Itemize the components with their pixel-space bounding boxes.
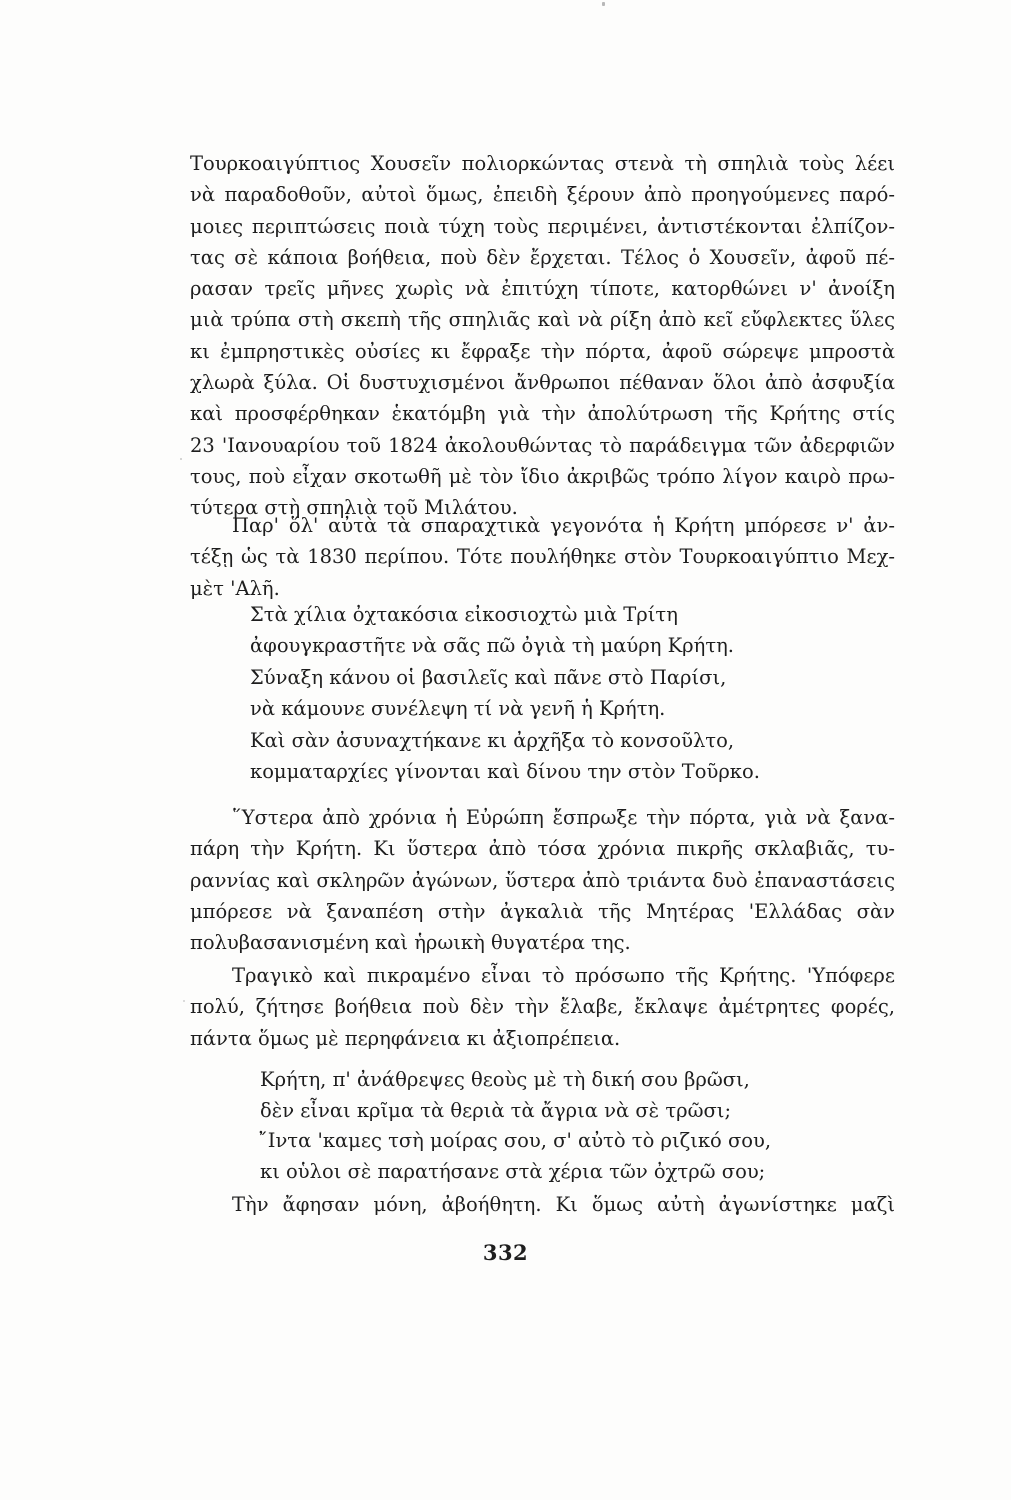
text-line: μιὰ τρύπα στὴ σκεπὴ τῆς σπηλιᾶς καὶ νὰ ρίξη ἀπὸ κεῖ εὔφλεκτες ὕλες: [190, 308, 895, 332]
text-line: ῞Υστερα ἀπὸ χρόνια ἡ Εὐρώπη ἔσπρωξε τὴν πόρτα, γιὰ νὰ ξανα-: [232, 806, 895, 829]
text-line: μπόρεσε νὰ ξαναπέση στὴν ἀγκαλιὰ τῆς Μητέρας 'Ελλάδας σὰν: [190, 899, 895, 923]
scan-speck: [602, 2, 605, 6]
text-line: Τουρκοαιγύπτιος Χουσεῖν πολιορκώντας στενὰ τὴ σπηλιὰ τοὺς λέει: [190, 152, 895, 175]
text-line: 23 'Ιανουαρίου τοῦ 1824 ἀκολουθώντας τὸ παράδειγμα τῶν ἀδερφιῶν: [190, 433, 895, 457]
text-line: τας σὲ κάποια βοήθεια, ποὺ δὲν ἔρχεται. Τέλος ὁ Χουσεῖν, ἀφοῦ πέ-: [190, 245, 895, 269]
text-line: τέξῃ ὡς τὰ 1830 περίπου. Τότε πουλήθηκε στὸν Τουρκοαιγύπτιο Μεχ-: [190, 545, 895, 569]
text-line: ραννίας καὶ σκληρῶν ἀγώνων, ὕστερα ἀπὸ τριάντα δυὸ ἐπαναστάσεις: [190, 868, 895, 892]
verse-line: ῎Ιντα 'καμες τσὴ μοίρας σου, σ' αὐτὸ τὸ ριζικό σου,: [258, 1129, 772, 1152]
verse-line: Στὰ χίλια ὀχτακόσια εἰκοσιοχτὼ μιὰ Τρίτη: [250, 603, 678, 626]
text-line: τους, ποὺ εἶχαν σκοτωθῆ μὲ τὸν ἴδιο ἀκριβῶς τρόπο λίγον καιρὸ πρω-: [190, 464, 895, 488]
text-line: πολύ, ζήτησε βοήθεια ποὺ δὲν τὴν ἔλαβε, ἔκλαψε ἀμέτρητες φορές,: [190, 995, 895, 1019]
poem-1: [250, 599, 870, 787]
verse-line: κομματαρχίες γίνονται καὶ δίνου την στὸν Τοῦρκο.: [250, 760, 760, 784]
verse-line: κι οὑλοι σὲ παρατήσανε στὰ χέρια τῶν ὀχτρῶ σου;: [260, 1159, 766, 1183]
text-line: χλωρὰ ξύλα. Οἱ δυστυχισμένοι ἄνθρωποι πέθαναν ὅλοι ἀπὸ ἀσφυξία: [190, 371, 895, 395]
paragraph-3: [190, 802, 895, 958]
text-line: καὶ προσφέρθηκαν ἑκατόμβη γιὰ τὴν ἀπολύτρωση τῆς Κρήτης στίς: [190, 402, 895, 426]
verse-line: Κρήτη, π' ἀνάθρεψες θεοὺς μὲ τὴ δική σου βρῶσι,: [260, 1068, 750, 1091]
text-line: πάρη τὴν Κρήτη. Κι ὕστερα ἀπὸ τόσα χρόνια πικρῆς σκλαβιᾶς, τυ-: [190, 837, 895, 861]
text-line: ρασαν τρεῖς μῆνες χωρὶς νὰ ἐπιτύχη τίποτε, κατορθώνει ν' ἀνοίξη: [190, 277, 895, 301]
scan-speck: [183, 1000, 185, 1002]
paragraph-1: [190, 148, 895, 524]
text-line: Τὴν ἄφησαν μόνη, ἀβοήθητη. Κι ὅμως αὐτὴ ἀγωνίστηκε μαζὶ: [232, 1193, 895, 1216]
text-line: τύτερα στὴ σπηλιὰ τοῦ Μιλάτου.: [190, 496, 518, 520]
verse-line: Καὶ σὰν ἀσυναχτήκανε κι ἀρχῆξα τὸ κονσοῦλτο,: [250, 728, 735, 752]
verse-line: ἀφουγκραστῆτε νὰ σᾶς πῶ ὀγιὰ τὴ μαύρη Κρήτη.: [250, 634, 734, 658]
verse-line: νὰ κάμουνε συνέλεψη τί νὰ γενῆ ἡ Κρήτη.: [250, 697, 666, 721]
text-line: μὲτ 'Αλῆ.: [190, 576, 280, 600]
paragraph-5: [190, 1189, 895, 1220]
poem-2: [258, 1065, 858, 1187]
verse-line: δὲν εἶναι κρῖμα τὰ θεριὰ τὰ ἄγρια νὰ σὲ τρῶσι;: [260, 1098, 732, 1122]
text-line: πάντα ὅμως μὲ περηφάνεια κι ἀξιοπρέπεια.: [190, 1026, 621, 1050]
text-line: νὰ παραδοθοῦν, αὐτοὶ ὅμως, ἐπειδὴ ξέρουν ἀπὸ προηγούμενες παρό-: [190, 183, 895, 207]
text-line: πολυβασανισμένη καὶ ἡρωικὴ θυγατέρα της.: [190, 931, 631, 955]
page-number: 332: [482, 1240, 529, 1265]
paragraph-2: [190, 510, 895, 604]
scan-speck: [180, 458, 182, 460]
text-line: κι ἐμπρηστικὲς οὐσίες κι ἔφραξε τὴν πόρτα, ἀφοῦ σώρεψε μπροστὰ: [190, 339, 895, 363]
text-line: Τραγικὸ καὶ πικραμένο εἶναι τὸ πρόσωπο τῆς Κρήτης. 'Υπόφερε: [232, 964, 895, 987]
text-line: Παρ' ὅλ' αὐτὰ τὰ σπαραχτικὰ γεγονότα ἡ Κρήτη μπόρεσε ν' ἀν-: [232, 514, 895, 537]
text-line: μοιες περιπτώσεις ποιὰ τύχη τοὺς περιμένει, ἀντιστέκονται ἐλπίζον-: [190, 214, 895, 238]
verse-line: Σύναξη κάνου οἱ βασιλεῖς καὶ πᾶνε στὸ Παρίσι,: [250, 665, 727, 689]
paragraph-4: [190, 960, 895, 1054]
